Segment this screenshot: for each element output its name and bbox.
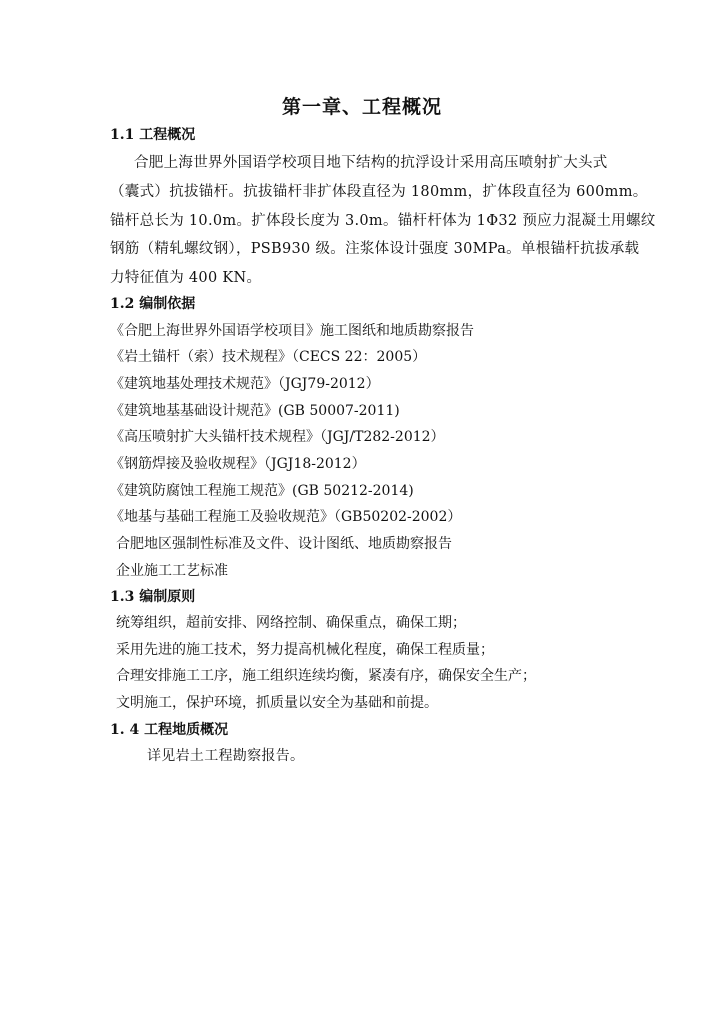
reference-item: 《建筑防腐蚀工程施工规范》(GB 50212-2014)	[110, 483, 414, 499]
reference-item: 企业施工工艺标准	[116, 563, 228, 579]
paragraph-line: 力特征值为 400 KN。	[110, 270, 262, 286]
section-heading-1-3: 1.3 编制原则	[110, 589, 196, 605]
reference-item: 《高压喷射扩大头锚杆技术规程》（JGJ/T282-2012）	[110, 429, 445, 445]
paragraph-line: 合肥上海世界外国语学校项目地下结构的抗浮设计采用高压喷射扩大头式	[134, 155, 608, 171]
paragraph-line: 详见岩土工程勘察报告。	[147, 748, 305, 764]
reference-item: 《岩土锚杆（索）技术规程》（CECS 22：2005）	[110, 349, 427, 365]
section-heading-1-2: 1.2 编制依据	[110, 296, 196, 312]
reference-item: 《合肥上海世界外国语学校项目》施工图纸和地质勘察报告	[110, 323, 474, 339]
reference-item: 《建筑地基基础设计规范》(GB 50007-2011)	[110, 403, 400, 419]
reference-item: 《建筑地基处理技术规范》（JGJ79-2012）	[110, 376, 380, 392]
reference-item: 《地基与基础工程施工及验收规范》（GB50202-2002）	[110, 509, 462, 525]
section-heading-1-4: 1. 4 工程地质概况	[110, 722, 229, 738]
reference-item: 《钢筋焊接及验收规程》（JGJ18-2012）	[110, 456, 366, 472]
paragraph-line: 钢筋（精轧螺纹钢），PSB930 级。注浆体设计强度 30MPa。单根锚杆抗拔承载	[110, 241, 640, 257]
principle-item: 统筹组织，超前安排、网络控制、确保重点，确保工期；	[116, 615, 466, 631]
section-heading-1-1: 1.1 工程概况	[110, 127, 196, 143]
paragraph-line: （囊式）抗拔锚杆。抗拔锚杆非扩体段直径为 180mm，扩体段直径为 600mm。	[110, 184, 648, 200]
paragraph-line: 锚杆总长为 10.0m。扩体段长度为 3.0m。锚杆杆体为 1Φ32 预应力混凝土用螺纹	[110, 213, 656, 229]
principle-item: 合理安排施工工序，施工组织连续均衡，紧凑有序，确保安全生产；	[116, 668, 536, 684]
principle-item: 文明施工，保护环境，抓质量以安全为基础和前提。	[116, 695, 438, 711]
principle-item: 采用先进的施工技术，努力提高机械化程度，确保工程质量；	[116, 642, 494, 658]
chapter-title: 第一章、工程概况	[281, 96, 442, 118]
reference-item: 合肥地区强制性标准及文件、设计图纸、地质勘察报告	[116, 536, 452, 552]
